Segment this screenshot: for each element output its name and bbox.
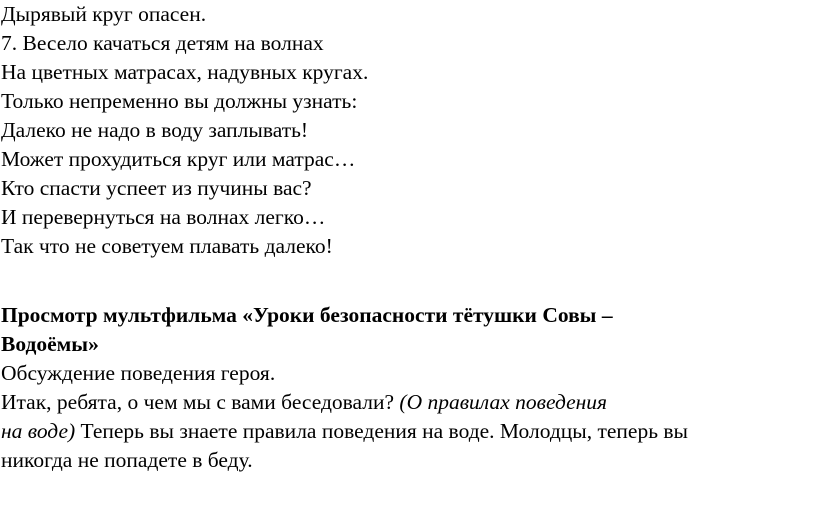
poem-line: Дырявый круг опасен. bbox=[1, 2, 207, 26]
section-heading bbox=[1, 301, 813, 359]
poem-line: Может прохудиться круг или матрас… bbox=[1, 147, 356, 171]
poem bbox=[1, 0, 813, 261]
spacer bbox=[1, 261, 813, 290]
answer-text: на воде) bbox=[1, 419, 76, 443]
document-page bbox=[1, 0, 813, 475]
conclusion-text: никогда не попадете в беду. bbox=[1, 448, 253, 472]
poem-line: Так что не советуем плавать далеко! bbox=[1, 234, 333, 258]
poem-line: Только непременно вы должны узнать: bbox=[1, 89, 358, 113]
poem-line: Кто спасти успеет из пучины вас? bbox=[1, 176, 312, 200]
discussion-text: Обсуждение поведения героя. bbox=[1, 361, 276, 385]
poem-line: 7. Весело качаться детям на волнах bbox=[1, 31, 324, 55]
poem-line: И перевернуться на волнах легко… bbox=[1, 205, 326, 229]
conclusion-text: Теперь вы знаете правила поведения на воде. Молодцы, теперь вы bbox=[75, 419, 688, 443]
question-paragraph bbox=[1, 388, 813, 475]
section-heading-line: Водоёмы» bbox=[1, 332, 99, 356]
poem-line: Далеко не надо в воду заплывать! bbox=[1, 118, 309, 142]
question-text: Итак, ребята, о чем мы с вами беседовали? bbox=[1, 390, 400, 414]
section-heading-line: Просмотр мультфильма «Уроки безопасности тётушки Совы – bbox=[1, 303, 613, 327]
poem-line: На цветных матрасах, надувных кругах. bbox=[1, 60, 369, 84]
answer-text: (О правилах поведения bbox=[399, 390, 608, 414]
